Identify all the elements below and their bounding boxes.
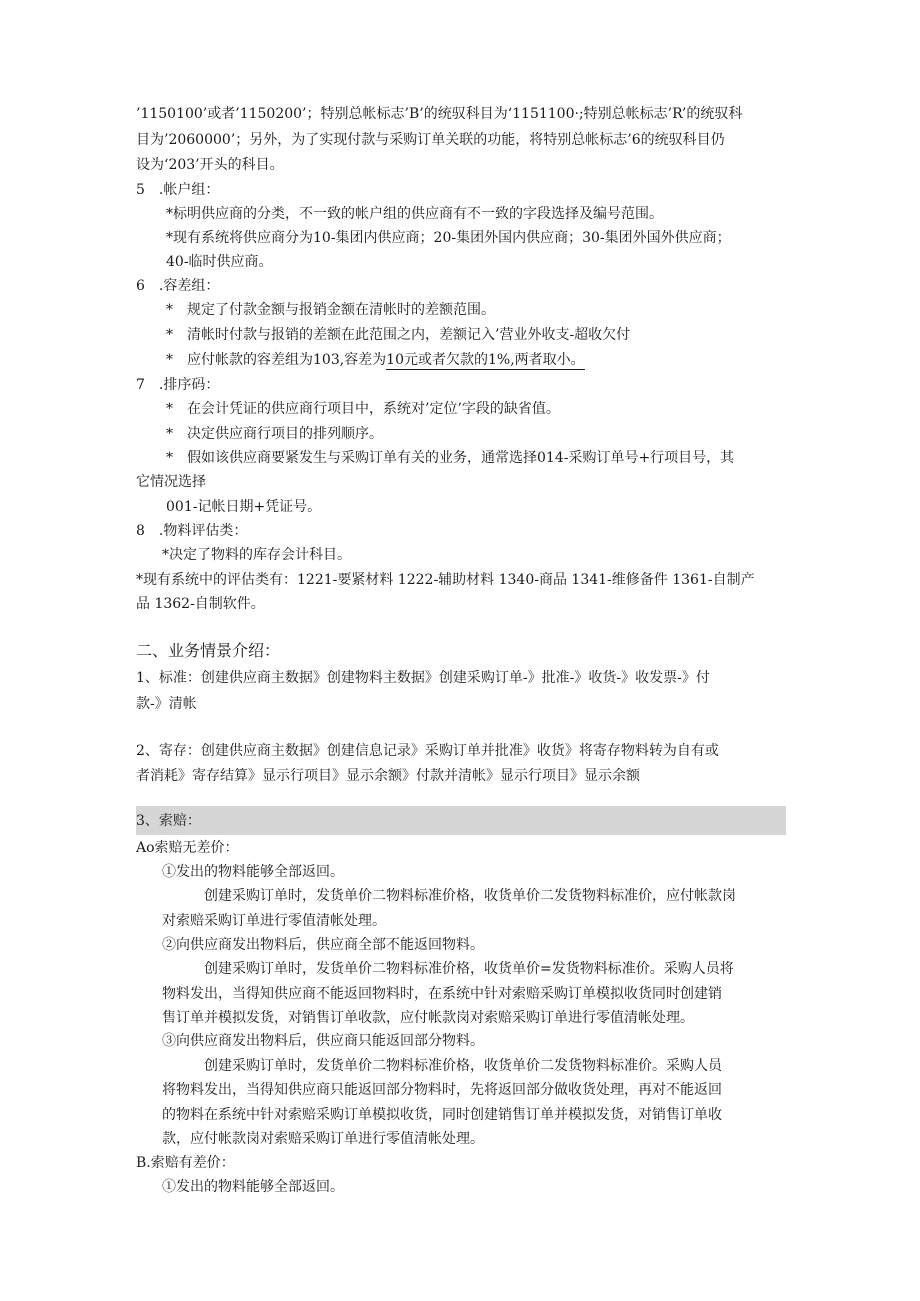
text-line: 款-》清帐: [136, 696, 197, 712]
text-line: *现有系统中的评估类有：1221-要紧材料 1222-辅助材料 1340-商品 1341-维修备件 1361-自制产: [136, 572, 755, 588]
text-line: 创建采购订单时，发货单价二物料标准价格，收货单价二发货物料标准价，应付帐款岗: [204, 888, 736, 904]
underlined-text: 10元或者欠款的1%,两者取小。: [386, 352, 585, 368]
text-line: 40-临时供应商。: [166, 254, 273, 270]
text-line: 它情况选择: [136, 474, 206, 490]
text-line: Ao索赔无差价：: [136, 840, 239, 856]
text-line: 物料发出，当得知供应商不能返回物料时，在系统中针对索赔采购订单模拟收货同时创建销: [162, 986, 722, 1002]
text-line: ①发出的物料能够全部返回。: [162, 864, 344, 880]
text-line: ③向供应商发出物料后，供应商只能返回部分物料。: [162, 1033, 484, 1049]
text-line: * 清帐时付款与报销的差额在此范围之内，差额记入’营业外收支-超收欠付: [166, 327, 631, 343]
text-line: ①发出的物料能够全部返回。: [162, 1179, 344, 1195]
text-line: 对索赔采购订单进行零值清帐处理。: [162, 913, 386, 929]
section-3-highlight: [136, 806, 786, 835]
text-line: 6 .容差组：: [136, 278, 220, 294]
text-line: *决定了物料的库存会计科目。: [162, 547, 351, 563]
text-line: 售订单并模拟发货，对销售订单收款，应付帐款岗对索赔采购订单进行零值清帐处理。: [162, 1010, 694, 1026]
text-line: 将物料发出，当得知供应商只能返回部分物料时，先将返回部分做收货处理，再对不能返回: [162, 1082, 722, 1098]
text-line: [166, 350, 585, 370]
text-line: * 在会计凭证的供应商行项目中，系统对’定位’字段的缺省值。: [166, 401, 560, 417]
text-line: 目为’2060000’；另外，为了实现付款与采购订单关联的功能，将特别总帐标志’6的统驭科目仍: [136, 132, 725, 148]
text-segment: * 应付帐款的容差组为103,容差为: [166, 352, 387, 368]
text-line: 创建采购订单时，发货单价二物料标准价格，收货单价二发货物料标准价。采购人员: [204, 1058, 722, 1074]
section-3-title: 3、索赔：: [136, 813, 201, 829]
text-line: 7 .排序码：: [136, 377, 220, 393]
text-line: *标明供应商的分类，不一致的帐户组的供应商有不一致的字段选择及编号范围。: [166, 206, 663, 222]
text-line: 的物料在系统中针对索赔采购订单模拟收货，同时创建销售订单并模拟发货，对销售订单收: [162, 1107, 722, 1123]
text-line: 者消耗》寄存结算》显示行项目》显示余额》付款并清帐》显示行项目》显示余额: [136, 768, 640, 784]
text-line: * 假如该供应商要紧发生与采购订单有关的业务，通常选择014-采购订单号+行项目号，其: [166, 450, 735, 466]
text-line: 款，应付帐款岗对索赔采购订单进行零值清帐处理。: [162, 1131, 484, 1147]
text-line: 设为‘203’开头的科目。: [136, 157, 284, 173]
text-line: 品 1362-自制软件。: [136, 596, 265, 612]
text-line: 创建采购订单时，发货单价二物料标准价格，收货单价=发货物料标准价。采购人员将: [204, 961, 734, 977]
text-line: 1、标准：创建供应商主数据》创建物料主数据》创建采购订单-》批准-》收货-》收发票-》付: [136, 670, 710, 686]
text-line: 5 .帐户组：: [136, 182, 220, 198]
text-line: 001-记帐日期+凭证号。: [166, 499, 322, 515]
text-line: * 规定了付款金额与报销金额在清帐时的差额范围。: [166, 302, 495, 318]
text-line: 8 .物料评估类：: [136, 523, 248, 539]
text-line: B.索赔有差价：: [136, 1155, 235, 1171]
text-line: ②向供应商发出物料后，供应商全部不能返回物料。: [162, 937, 484, 953]
text-line: *现有系统将供应商分为10-集团内供应商；20-集团外国内供应商；30-集团外国外供应商；: [166, 230, 731, 246]
text-line: 2、寄存：创建供应商主数据》创建信息记录》采购订单并批准》收货》将寄存物料转为自有或: [136, 743, 719, 759]
text-line: ’1150100’或者’1150200’；特别总帐标志’B’的统驭科目为‘1151100·;特别总帐标志’R’的统驭科: [136, 106, 743, 122]
text-line: * 决定供应商行项目的排列顺序。: [166, 426, 383, 442]
section-heading: 二、业务情景介绍：: [136, 641, 281, 660]
